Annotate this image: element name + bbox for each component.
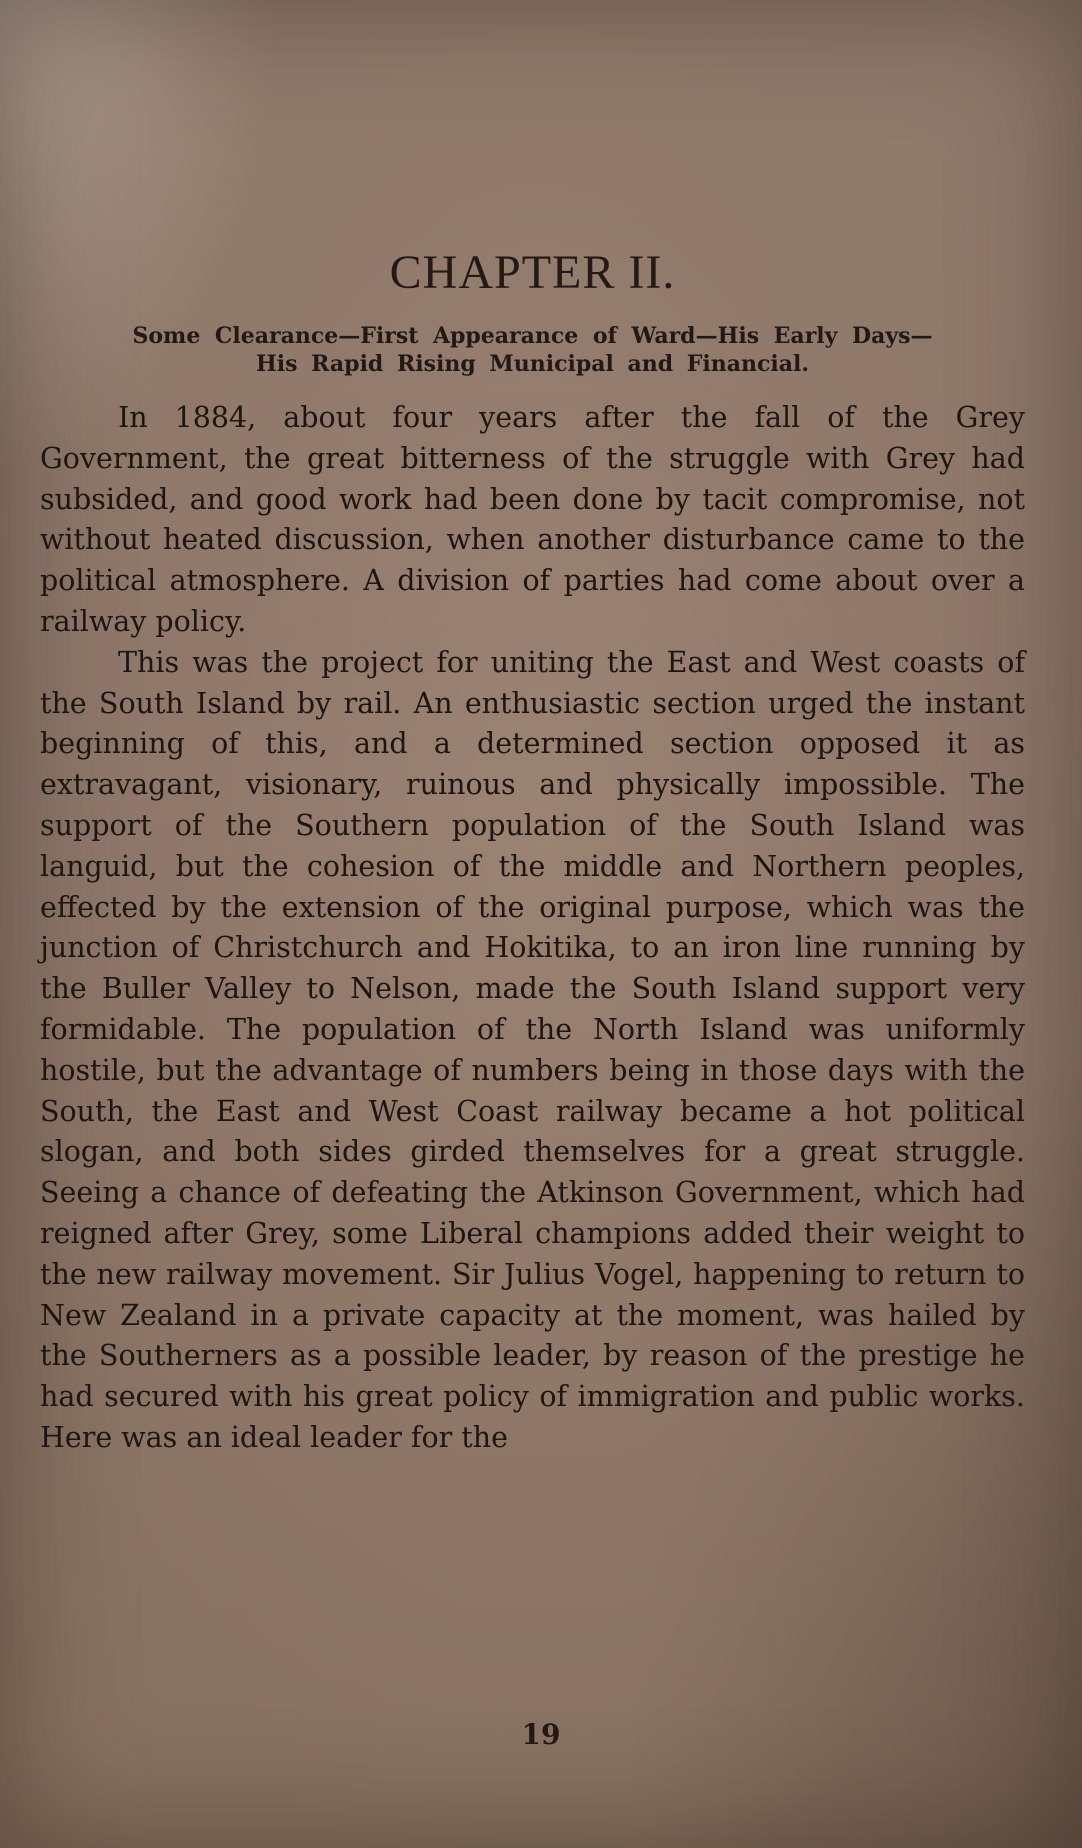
body-paragraph-2: This was the project for uniting the East and West coasts of the South Island by rail. An enthusiastic section urged the instant beginning of this, and a determined section opposed it as extravagant, visionary, ruinous and physically impossible. The support of the Southern population of the South Island was languid, but the cohesion of the middle and Northern peoples, effected by the extension of the original purpose, which was the junction of Christchurch and Hokitika, to an iron line running by the Buller Valley to Nelson, made the South Island support very formidable. The population of the North Island was uniformly hostile, but the advantage of numbers being in those days with the South, the East and West Coast railway became a hot political slogan, and both sides girded themselves for a great struggle. Seeing a chance of defeating the Atkinson Government, which had reigned after Grey, some Liberal champions added their weight to the new railway movement. Sir Julius Vogel, happening to return to New Zealand in a private capacity at the moment, was hailed by the Southerners as a possible leader, by reason of the prestige he had secured with his great policy of immigration and public works. Here was an ideal leader for the <box>40 645 1025 1454</box>
chapter-title: CHAPTER II. <box>389 246 676 299</box>
body-paragraph-1: In 1884, about four years after the fall of the Grey Government, the great bitterness of the struggle with Grey had subsided, and good work had been done by tacit compromise, not without heated discussion, when another disturbance came to the political atmosphere. A division of parties had come about over a railway policy. <box>40 401 1025 638</box>
page-number: 19 <box>521 1718 561 1751</box>
page-content <box>40 245 1025 1459</box>
chapter-summary: Some Clearance—First Appearance of Ward—His Early Days—His Rapid Rising Municipal and Financial. <box>132 323 933 377</box>
